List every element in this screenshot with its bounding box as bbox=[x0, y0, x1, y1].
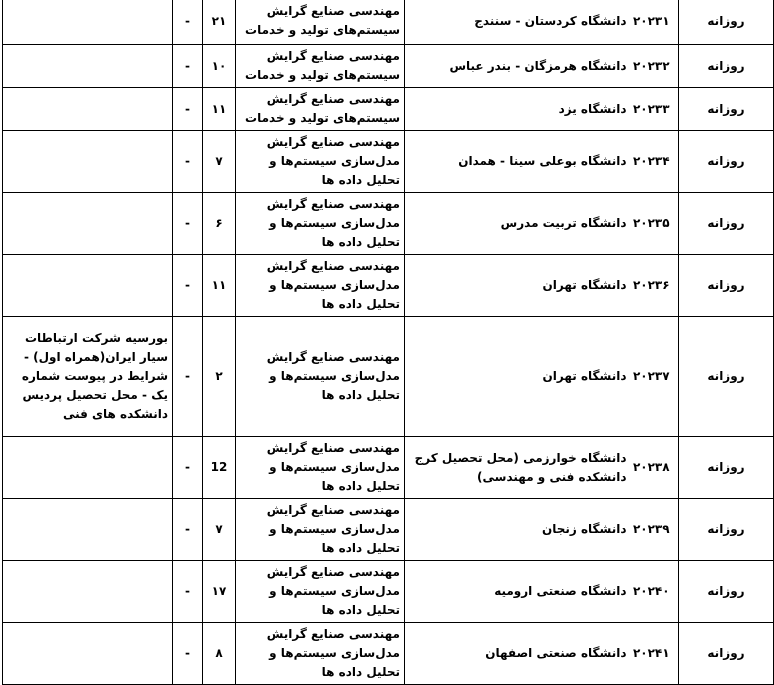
university-cell: دانشگاه زنجان bbox=[405, 499, 629, 561]
table-row bbox=[3, 561, 774, 623]
note-cell bbox=[3, 193, 173, 255]
capacity-cell: ۱۱ bbox=[203, 255, 236, 317]
table-row bbox=[3, 499, 774, 561]
course-type-cell: روزانه bbox=[679, 0, 774, 45]
table-row bbox=[3, 193, 774, 255]
course-type-cell: روزانه bbox=[679, 499, 774, 561]
dash-cell: - bbox=[173, 0, 203, 45]
dash-cell: - bbox=[173, 317, 203, 437]
course-type-cell: روزانه bbox=[679, 317, 774, 437]
note-cell bbox=[3, 88, 173, 131]
code-cell: ۲۰۲۴۰ bbox=[629, 561, 679, 623]
university-cell: دانشگاه هرمزگان - بندر عباس bbox=[405, 45, 629, 88]
field-cell: مهندسی صنایع گرایش مدل‌سازی سیستم‌ها و تحلیل داده ها bbox=[236, 131, 405, 193]
capacity-cell: 12 bbox=[203, 437, 236, 499]
course-type-cell: روزانه bbox=[679, 561, 774, 623]
table-row bbox=[3, 88, 774, 131]
code-cell: ۲۰۲۳۸ bbox=[629, 437, 679, 499]
field-cell: مهندسی صنایع گرایش مدل‌سازی سیستم‌ها و تحلیل داده ها bbox=[236, 317, 405, 437]
university-cell: دانشگاه کردستان - سنندج bbox=[405, 0, 629, 45]
university-cell: دانشگاه تهران bbox=[405, 317, 629, 437]
table-row bbox=[3, 317, 774, 437]
code-cell: ۲۰۲۳۴ bbox=[629, 131, 679, 193]
admissions-table bbox=[2, 0, 774, 685]
capacity-cell: ۸ bbox=[203, 623, 236, 685]
note-cell bbox=[3, 45, 173, 88]
course-type-cell: روزانه bbox=[679, 131, 774, 193]
capacity-cell: ۱۷ bbox=[203, 561, 236, 623]
dash-cell: - bbox=[173, 193, 203, 255]
dash-cell: - bbox=[173, 561, 203, 623]
field-cell: مهندسی صنایع گرایش سیستم‌های تولید و خدمات bbox=[236, 88, 405, 131]
note-cell bbox=[3, 561, 173, 623]
field-cell: مهندسی صنایع گرایش سیستم‌های تولید و خدمات bbox=[236, 45, 405, 88]
table-row bbox=[3, 45, 774, 88]
dash-cell: - bbox=[173, 131, 203, 193]
capacity-cell: ۲۱ bbox=[203, 0, 236, 45]
university-cell: دانشگاه بوعلی سینا - همدان bbox=[405, 131, 629, 193]
course-type-cell: روزانه bbox=[679, 255, 774, 317]
dash-cell: - bbox=[173, 45, 203, 88]
note-cell bbox=[3, 0, 173, 45]
note-cell: بورسیه شرکت ارتباطات سیار ایران(همراه اول) - شرایط در پیوست شماره یک - محل تحصیل پردیس دانشکده های فنی bbox=[3, 317, 173, 437]
dash-cell: - bbox=[173, 623, 203, 685]
university-cell: دانشگاه تربیت مدرس bbox=[405, 193, 629, 255]
dash-cell: - bbox=[173, 437, 203, 499]
course-type-cell: روزانه bbox=[679, 88, 774, 131]
code-cell: ۲۰۲۳۲ bbox=[629, 45, 679, 88]
field-cell: مهندسی صنایع گرایش مدل‌سازی سیستم‌ها و تحلیل داده ها bbox=[236, 623, 405, 685]
field-cell: مهندسی صنایع گرایش مدل‌سازی سیستم‌ها و تحلیل داده ها bbox=[236, 437, 405, 499]
table-row bbox=[3, 437, 774, 499]
field-cell: مهندسی صنایع گرایش سیستم‌های تولید و خدمات bbox=[236, 0, 405, 45]
code-cell: ۲۰۲۳۷ bbox=[629, 317, 679, 437]
course-type-cell: روزانه bbox=[679, 623, 774, 685]
capacity-cell: ۷ bbox=[203, 499, 236, 561]
course-type-cell: روزانه bbox=[679, 193, 774, 255]
note-cell bbox=[3, 131, 173, 193]
dash-cell: - bbox=[173, 255, 203, 317]
university-cell: دانشگاه صنعتی اصفهان bbox=[405, 623, 629, 685]
university-cell: دانشگاه یزد bbox=[405, 88, 629, 131]
table-row bbox=[3, 131, 774, 193]
university-cell: دانشگاه صنعتی ارومیه bbox=[405, 561, 629, 623]
capacity-cell: ۷ bbox=[203, 131, 236, 193]
code-cell: ۲۰۲۳۵ bbox=[629, 193, 679, 255]
code-cell: ۲۰۲۴۱ bbox=[629, 623, 679, 685]
code-cell: ۲۰۲۳۱ bbox=[629, 0, 679, 45]
dash-cell: - bbox=[173, 88, 203, 131]
capacity-cell: ۱۱ bbox=[203, 88, 236, 131]
course-type-cell: روزانه bbox=[679, 45, 774, 88]
note-cell bbox=[3, 255, 173, 317]
dash-cell: - bbox=[173, 499, 203, 561]
capacity-cell: ۲ bbox=[203, 317, 236, 437]
table-row bbox=[3, 0, 774, 45]
note-cell bbox=[3, 623, 173, 685]
field-cell: مهندسی صنایع گرایش مدل‌سازی سیستم‌ها و تحلیل داده ها bbox=[236, 255, 405, 317]
note-cell bbox=[3, 499, 173, 561]
code-cell: ۲۰۲۳۹ bbox=[629, 499, 679, 561]
note-cell bbox=[3, 437, 173, 499]
capacity-cell: ۶ bbox=[203, 193, 236, 255]
table-row bbox=[3, 623, 774, 685]
code-cell: ۲۰۲۳۶ bbox=[629, 255, 679, 317]
field-cell: مهندسی صنایع گرایش مدل‌سازی سیستم‌ها و تحلیل داده ها bbox=[236, 499, 405, 561]
course-type-cell: روزانه bbox=[679, 437, 774, 499]
university-cell: دانشگاه تهران bbox=[405, 255, 629, 317]
field-cell: مهندسی صنایع گرایش مدل‌سازی سیستم‌ها و تحلیل داده ها bbox=[236, 193, 405, 255]
capacity-cell: ۱۰ bbox=[203, 45, 236, 88]
table-row bbox=[3, 255, 774, 317]
field-cell: مهندسی صنایع گرایش مدل‌سازی سیستم‌ها و تحلیل داده ها bbox=[236, 561, 405, 623]
code-cell: ۲۰۲۳۳ bbox=[629, 88, 679, 131]
university-cell: دانشگاه خوارزمی (محل تحصیل کرج دانشکده فنی و مهندسی) bbox=[405, 437, 629, 499]
